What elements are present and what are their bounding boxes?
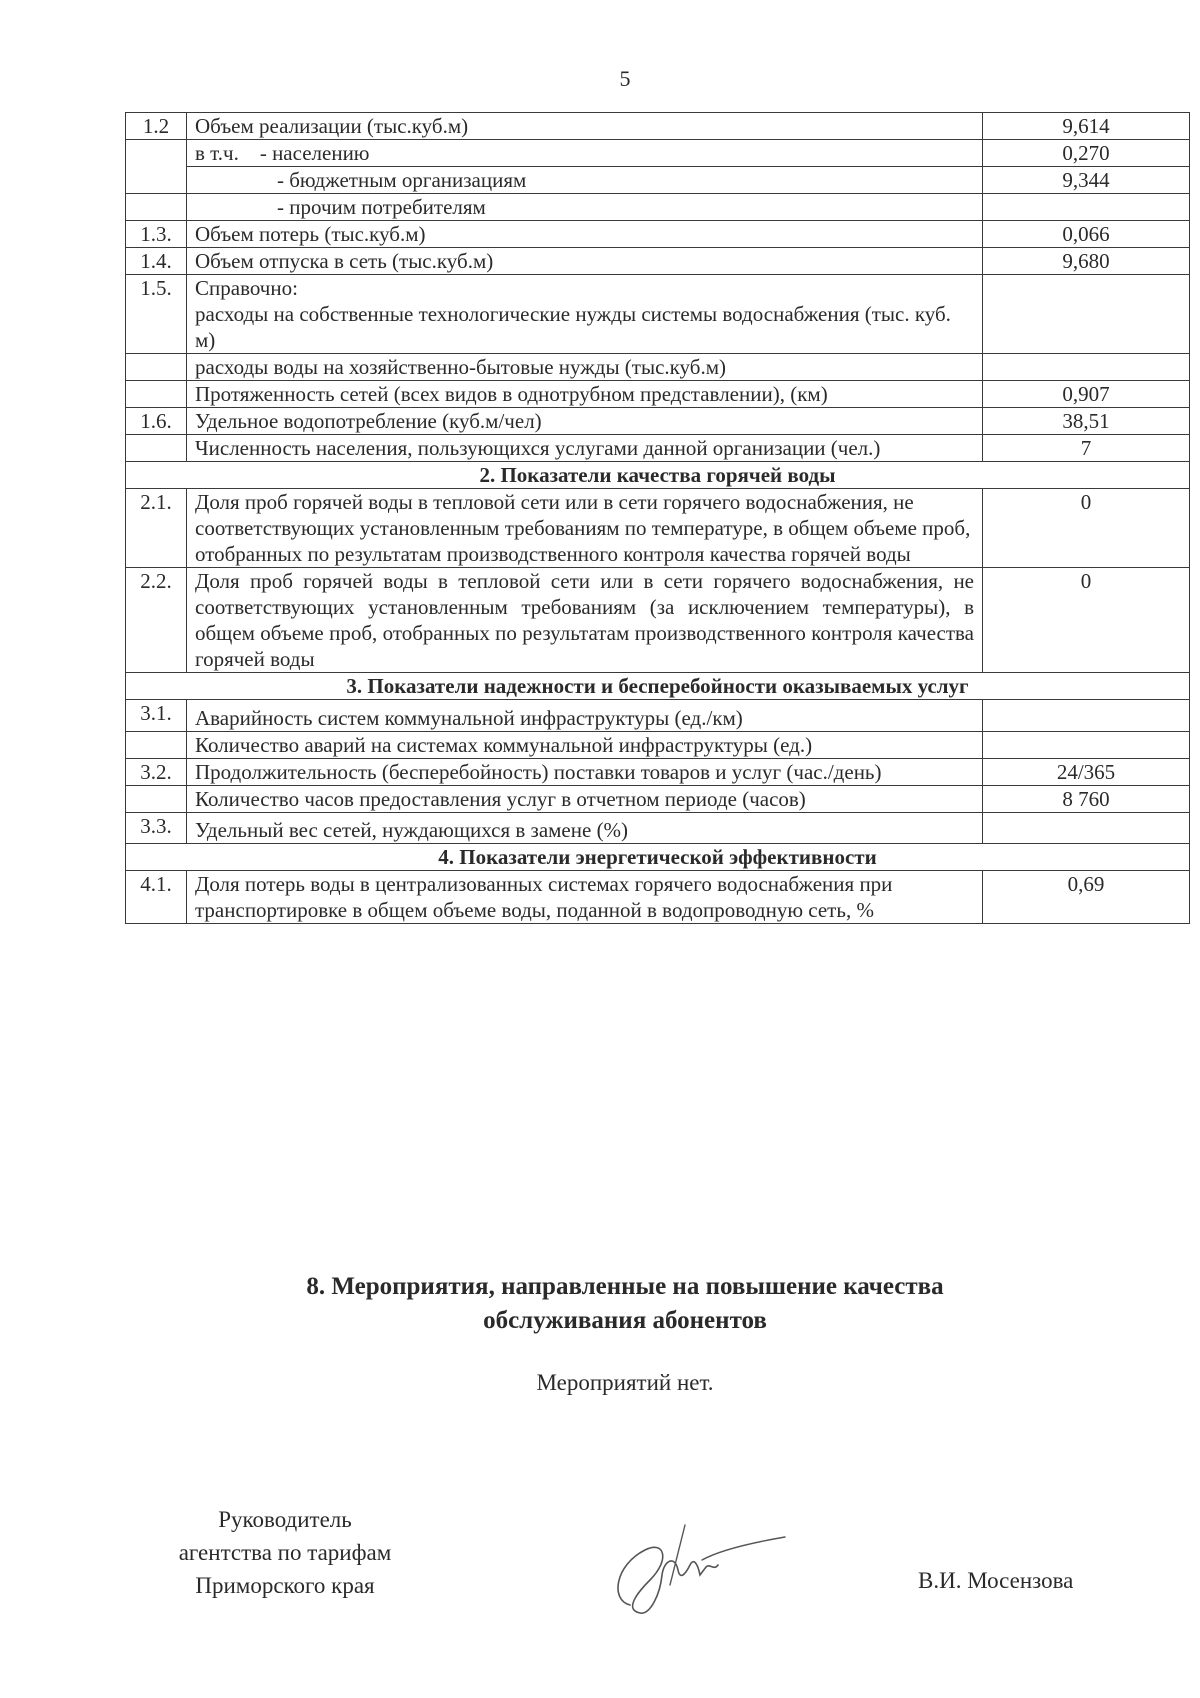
row-value: 38,51	[983, 408, 1190, 435]
table-row	[126, 354, 1190, 381]
row-label: Количество часов предоставления услуг в отчетном периоде (часов)	[187, 786, 983, 813]
no-events-text: Мероприятий нет.	[536, 1370, 714, 1395]
row-value: 0,907	[983, 381, 1190, 408]
signer-title-line: агентства по тарифам	[178, 1540, 392, 1565]
row-value	[983, 354, 1190, 381]
row-label: Объем отпуска в сеть (тыс.куб.м)	[187, 248, 983, 275]
row-label-text: в т.ч. - населению	[195, 141, 370, 165]
section-8-heading	[125, 1270, 1125, 1338]
row-value	[983, 275, 1190, 354]
row-label: - прочим потребителям	[187, 194, 983, 221]
row-number	[126, 435, 187, 462]
table-row	[126, 408, 1190, 435]
table-row	[126, 275, 1190, 354]
row-number	[126, 786, 187, 813]
row-number: 1.6.	[126, 408, 187, 435]
row-value	[983, 700, 1190, 732]
section-header-row	[126, 844, 1190, 871]
row-label: Протяженность сетей (всех видов в однотрубном представлении), (км)	[187, 381, 983, 408]
row-value: 0	[983, 489, 1190, 568]
row-label: Объем потерь (тыс.куб.м)	[187, 221, 983, 248]
page-number: 5	[619, 66, 631, 91]
row-label: Доля проб горячей воды в тепловой сети или в сети горячего водоснабжения, не соответствующих установленным требованиям (за исключением температуры), в общем объеме проб, отобранных по результатам производственного контроля качества горячей воды	[187, 568, 983, 673]
row-label	[187, 140, 983, 167]
row-number	[126, 381, 187, 408]
table-row	[126, 140, 1190, 167]
row-value	[983, 813, 1190, 844]
handwritten-signature	[590, 1505, 790, 1625]
table-row	[126, 489, 1190, 568]
row-label: Количество аварий на системах коммунальной инфраструктуры (ед.)	[187, 732, 983, 759]
table-row	[126, 194, 1190, 221]
row-value: 24/365	[983, 759, 1190, 786]
section-header-row	[126, 462, 1190, 489]
table-row	[126, 113, 1190, 140]
table-row	[126, 786, 1190, 813]
row-number: 1.5.	[126, 275, 187, 354]
signer-title-line: Приморского края	[195, 1573, 375, 1598]
row-label: Объем реализации (тыс.куб.м)	[187, 113, 983, 140]
row-number: 2.2.	[126, 568, 187, 673]
row-value: 0,270	[983, 140, 1190, 167]
section-8-title-line: 8. Мероприятия, направленные на повышение качества	[306, 1273, 944, 1300]
row-label: Удельное водопотребление (куб.м/чел)	[187, 408, 983, 435]
row-number: 3.2.	[126, 759, 187, 786]
row-label: Численность населения, пользующихся услугами данной организации (чел.)	[187, 435, 983, 462]
row-label: Удельный вес сетей, нуждающихся в замене (%)	[187, 813, 983, 844]
row-label: Доля потерь воды в централизованных системах горячего водоснабжения при транспортировке в общем объеме воды, поданной в водопроводную сеть, %	[187, 871, 983, 924]
row-number	[126, 140, 187, 167]
table-row	[126, 381, 1190, 408]
row-label: расходы воды на хозяйственно-бытовые нужды (тыс.куб.м)	[187, 354, 983, 381]
table-row	[126, 871, 1190, 924]
row-value: 0	[983, 568, 1190, 673]
row-number	[126, 167, 187, 194]
row-number: 3.1.	[126, 700, 187, 732]
row-number: 2.1.	[126, 489, 187, 568]
section-header-row	[126, 673, 1190, 700]
row-label: Аварийность систем коммунальной инфраструктуры (ед./км)	[187, 700, 983, 732]
row-number: 4.1.	[126, 871, 187, 924]
signer-name: В.И. Мосензова	[918, 1568, 1074, 1593]
section-title: 3. Показатели надежности и бесперебойности оказываемых услуг	[126, 673, 1190, 700]
table-row	[126, 759, 1190, 786]
row-label-text: расходы на собственные технологические нужды системы водоснабжения (тыс. куб. м)	[195, 302, 951, 352]
row-value: 7	[983, 435, 1190, 462]
row-label: Продолжительность (бесперебойность) поставки товаров и услуг (час./день)	[187, 759, 983, 786]
row-value: 0,066	[983, 221, 1190, 248]
table-row	[126, 732, 1190, 759]
section-title: 4. Показатели энергетической эффективности	[126, 844, 1190, 871]
row-label: - бюджетным организациям	[187, 167, 983, 194]
row-number	[126, 354, 187, 381]
table-row	[126, 568, 1190, 673]
table-row	[126, 221, 1190, 248]
row-number: 1.3.	[126, 221, 187, 248]
signer-title	[135, 1503, 435, 1602]
row-value: 9,344	[983, 167, 1190, 194]
row-number: 3.3.	[126, 813, 187, 844]
row-label	[187, 275, 983, 354]
row-label: Доля проб горячей воды в тепловой сети или в сети горячего водоснабжения, не соответствующих установленным требованиям по температуре, в общем объеме проб, отобранных по результатам производственного контроля качества горячей воды	[187, 489, 983, 568]
row-value	[983, 732, 1190, 759]
row-number: 1.4.	[126, 248, 187, 275]
row-value: 9,680	[983, 248, 1190, 275]
row-value: 0,69	[983, 871, 1190, 924]
row-value	[983, 194, 1190, 221]
section-title: 2. Показатели качества горячей воды	[126, 462, 1190, 489]
table-row	[126, 435, 1190, 462]
section-8-title-line: обслуживания абонентов	[483, 1307, 767, 1334]
table-row	[126, 248, 1190, 275]
table-row	[126, 700, 1190, 732]
row-number: 1.2	[126, 113, 187, 140]
signer-title-line: Руководитель	[218, 1507, 352, 1532]
table-row	[126, 167, 1190, 194]
row-number	[126, 194, 187, 221]
row-value: 9,614	[983, 113, 1190, 140]
table-row	[126, 813, 1190, 844]
row-number	[126, 732, 187, 759]
row-value: 8 760	[983, 786, 1190, 813]
row-label-text: Справочно:	[195, 276, 298, 300]
indicators-table	[125, 112, 1190, 924]
